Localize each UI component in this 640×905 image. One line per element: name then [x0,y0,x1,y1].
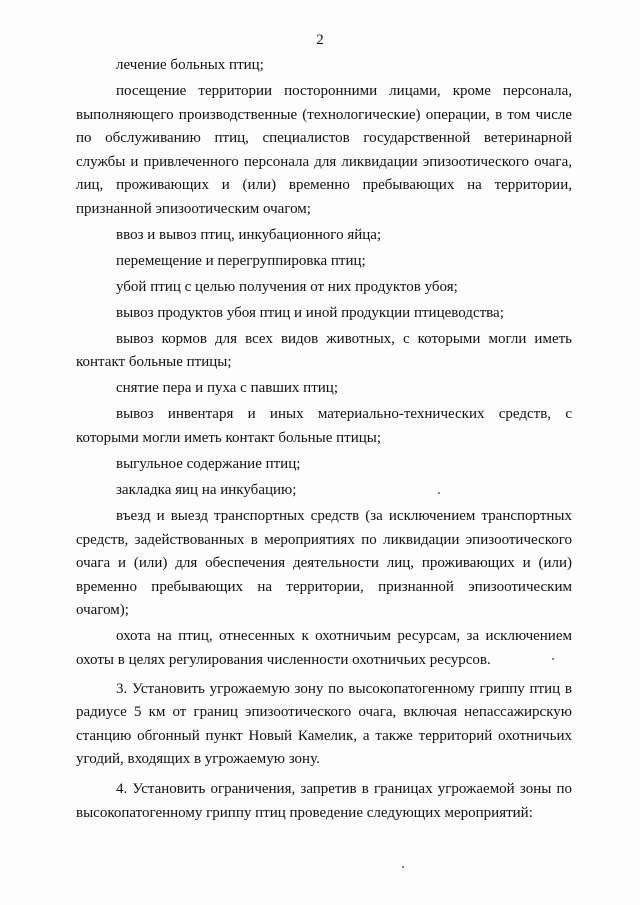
scan-speck [402,866,404,868]
paragraph-9: вывоз инвентаря и иных материально-технических средств, с которыми могли иметь контакт больные птицы; [76,406,572,447]
paragraph-15: 4. Установить ограничения, запретив в границах угрожаемой зоны по высокопатогенному гриппу птиц проведение следующих мероприятий: [76,780,572,821]
paragraph-7: вывоз кормов для всех видов животных, с которыми могли иметь контакт больные птицы; [76,330,572,371]
paragraph-6: вывоз продуктов убоя птиц и иной продукции птицеводства; [116,304,504,321]
scan-speck [438,492,440,494]
paragraph-14: 3. Установить угрожаемую зону по высокопатогенному гриппу птиц в радиусе 5 км от границ эпизоотического очага, включая непассажирскую станцию обгонный пункт Новый Камелик, а также территорий охотничьих угодий, входящих в угрожаемую зону. [76,680,572,768]
paragraph-2: посещение территории посторонними лицами, кроме персонала, выполняющего производственные (технологические) операции, в том числе по обслуживанию птиц, специалистов государственной ветеринарной службы и привлеченного персонала для ликвидации эпизоотического очага, лиц, проживающих и (или) временно пребывающих на территории, признанной эпизоотическим очагом; [76,82,572,217]
page-number: 2 [316,32,324,48]
paragraph-8: снятие пера и пуха с павших птиц; [116,380,338,397]
paragraph-10: выгульное содержание птиц; [116,456,301,473]
scan-speck [552,658,554,660]
paragraph-4: перемещение и перегруппировка птиц; [116,252,366,269]
paragraph-5: убой птиц с целью получения от них продуктов убоя; [116,278,458,295]
paragraph-3: ввоз и вывоз птиц, инкубационного яйца; [116,226,382,243]
document-body [76,54,572,831]
paragraph-1: лечение больных птиц; [116,57,264,73]
paragraph-13: охота на птиц, отнесенных к охотничьим ресурсам, за исключением охоты в целях регулирования численности охотничьих ресурсов. [76,628,572,668]
paragraph-11: закладка яиц на инкубацию; [116,482,297,498]
paragraph-12: въезд и выезд транспортных средств (за исключением транспортных средств, задействованных в мероприятиях по ликвидации эпизоотического очага и (или) для обеспечения деятельности лиц, проживающих и (или) временно пребывающих на территории, признанной эпизоотическим очагом); [76,507,572,619]
